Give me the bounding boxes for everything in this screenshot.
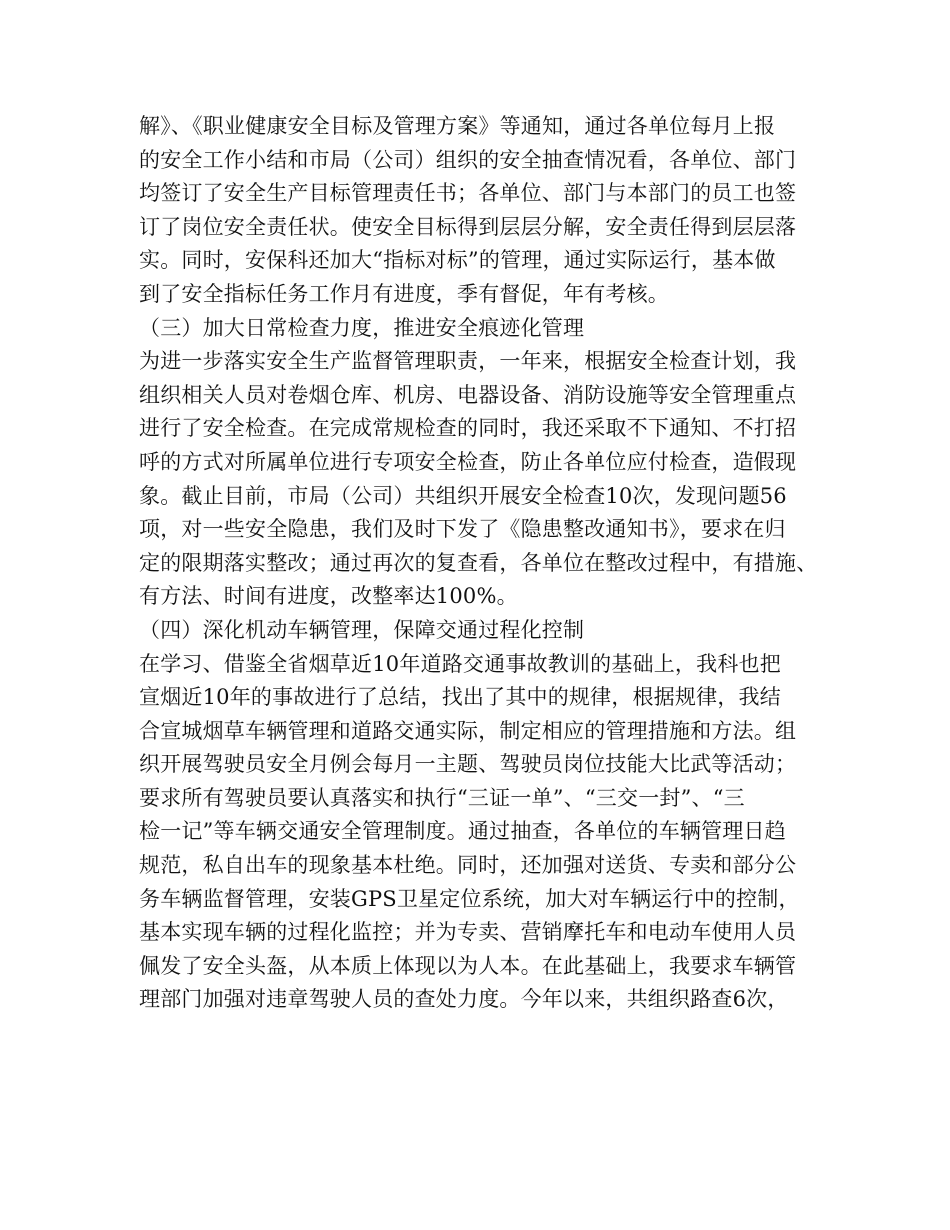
text-line: 订了岗位安全责任状。使安全目标得到层层分解，安全责任得到层层落 (139, 214, 797, 239)
text-line: 佩发了安全头盔，从本质上体现以为人本。在此基础上，我要求车辆管 (139, 953, 797, 978)
text-line: 的安全工作小结和市局（公司）组织的安全抽查情况看，各单位、部门 (139, 147, 797, 172)
text-line: 实。同时，安保科还加大“指标对标”的管理，通过实际运行，基本做 (139, 248, 776, 273)
text-line: 到了安全指标任务工作月有进度，季有督促，年有考核。 (139, 281, 669, 306)
text-line: 织开展驾驶员安全月例会每月一主题、驾驶员岗位技能大比武等活动； (139, 752, 797, 777)
text-line: 进行了安全检查。在完成常规检查的同时，我还采取不下通知、不打招 (139, 416, 797, 441)
text-line: 均签订了安全生产目标管理责任书；各单位、部门与本部门的员工也签 (139, 181, 797, 206)
text-line: 为进一步落实安全生产监督管理职责，一年来，根据安全检查计划，我 (139, 349, 797, 374)
text-line: 呼的方式对所属单位进行专项安全检查，防止各单位应付检查，造假现 (139, 449, 797, 474)
text-line: 定的限期落实整改；通过再次的复查看，各单位在整改过程中，有措施、 (139, 550, 818, 575)
text-line: 有方法、时间有进度，改整率达100%。 (139, 584, 518, 609)
text-line: 检一记”等车辆交通安全管理制度。通过抽查，各单位的车辆管理日趋 (139, 819, 786, 844)
text-line: 理部门加强对违章驾驶人员的查处力度。今年以来，共组织路查6次， (139, 987, 789, 1012)
text-line: 务车辆监督管理，安装GPS卫星定位系统，加大对车辆运行中的控制， (139, 886, 800, 911)
text-line: 在学习、借鉴全省烟草近10年道路交通事故教训的基础上，我科也把 (139, 651, 781, 676)
text-line: 解》、《职业健康安全目标及管理方案》等通知，通过各单位每月上报 (139, 114, 776, 138)
section-heading: （三）加大日常检查力度，推进安全痕迹化管理 (139, 315, 585, 340)
text-line: 象。截止目前，市局（公司）共组织开展安全检查10次，发现问题56 (139, 483, 787, 508)
text-line: 宣烟近10年的事故进行了总结，找出了其中的规律，根据规律，我结 (139, 685, 781, 710)
document-body (139, 110, 829, 1017)
text-line: 基本实现车辆的过程化监控；并为专卖、营销摩托车和电动车使用人员 (139, 920, 797, 945)
section-heading: （四）深化机动车辆管理，保障交通过程化控制 (139, 617, 585, 642)
text-line: 规范，私自出车的现象基本杜绝。同时，还加强对送货、专卖和部分公 (139, 853, 797, 878)
text-line: 项，对一些安全隐患，我们及时下发了《隐患整改通知书》，要求在归 (139, 517, 786, 542)
text-line: 组织相关人员对卷烟仓库、机房、电器设备、消防设施等安全管理重点 (139, 382, 797, 407)
text-line: 要求所有驾驶员要认真落实和执行“三证一单”、“三交一封”、“三 (139, 785, 745, 810)
text-line: 合宣城烟草车辆管理和道路交通实际，制定相应的管理措施和方法。组 (139, 718, 797, 743)
